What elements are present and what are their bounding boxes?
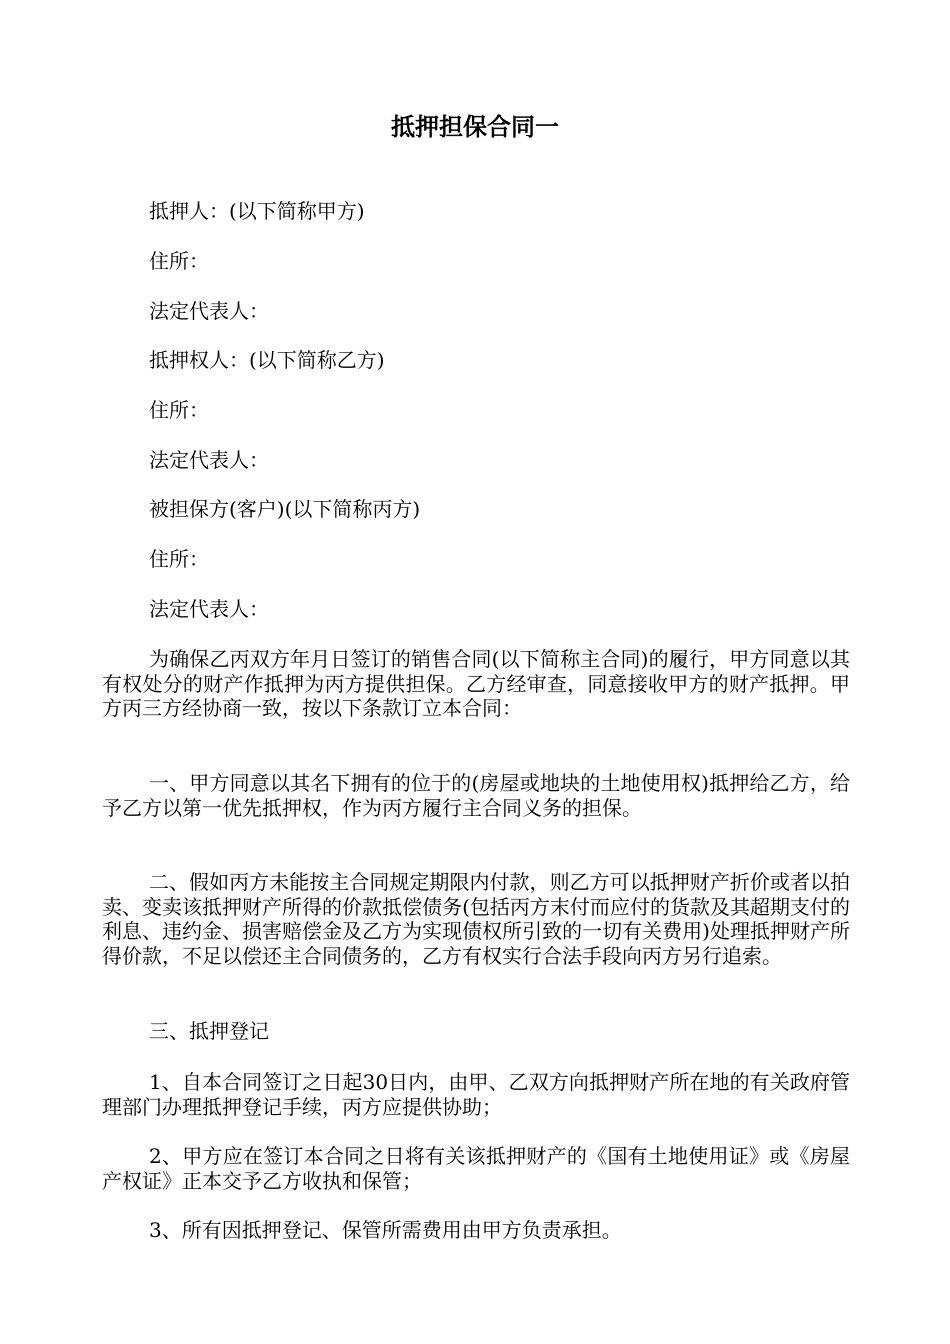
guaranteed-address-line: 住所： [149,547,209,571]
clause-3-item-3: 3、所有因抵押登记、保管所需费用由甲方负责承担。 [149,1218,622,1242]
mortgagee-line: 抵押权人：(以下简称乙方) [149,348,385,372]
clause-3-heading: 三、抵押登记 [149,1019,269,1043]
clause-3-item-1: 1、自本合同签订之日起30日内，由甲、乙双方向抵押财产所在地的有关政府管理部门办理抵押登记手续，丙方应提供协助； [102,1070,850,1119]
guaranteed-party-line: 被担保方(客户)(以下简称丙方) [149,497,421,521]
mortgagor-representative-line: 法定代表人： [149,299,269,323]
mortgagee-address-line: 住所： [149,398,209,422]
clause-1-paragraph: 一、甲方同意以其名下拥有的位于的(房屋或地块的土地使用权)抵押给乙方，给予乙方以第一优先抵押权，作为丙方履行主合同义务的担保。 [102,771,850,820]
document-title: 抵押担保合同一 [391,113,559,141]
clause-3-item-2: 2、甲方应在签订本合同之日将有关该抵押财产的《国有土地使用证》或《房屋产权证》正本交予乙方收执和保管； [102,1144,850,1193]
mortgagee-representative-line: 法定代表人： [149,448,269,472]
clause-2-paragraph: 二、假如丙方未能按主合同规定期限内付款，则乙方可以抵押财产折价或者以拍卖、变卖该抵押财产所得的价款抵偿债务(包括丙方末付而应付的货款及其超期支付的利息、违约金、损害赔偿金及乙方为实现债权所引致的一切有关费用)处理抵押财产所得价款，不足以偿还主合同债务的，乙方有权实行合法手段向丙方另行追索。 [102,870,850,968]
guaranteed-representative-line: 法定代表人： [149,597,269,621]
preamble-paragraph: 为确保乙丙双方年月日签订的销售合同(以下简称主合同)的履行，甲方同意以其有权处分的财产作抵押为丙方提供担保。乙方经审查，同意接收甲方的财产抵押。甲方丙三方经协商一致，按以下条款订立本合同： [102,647,850,720]
mortgagor-line: 抵押人：(以下简称甲方) [149,199,365,223]
mortgagor-address-line: 住所： [149,249,209,273]
